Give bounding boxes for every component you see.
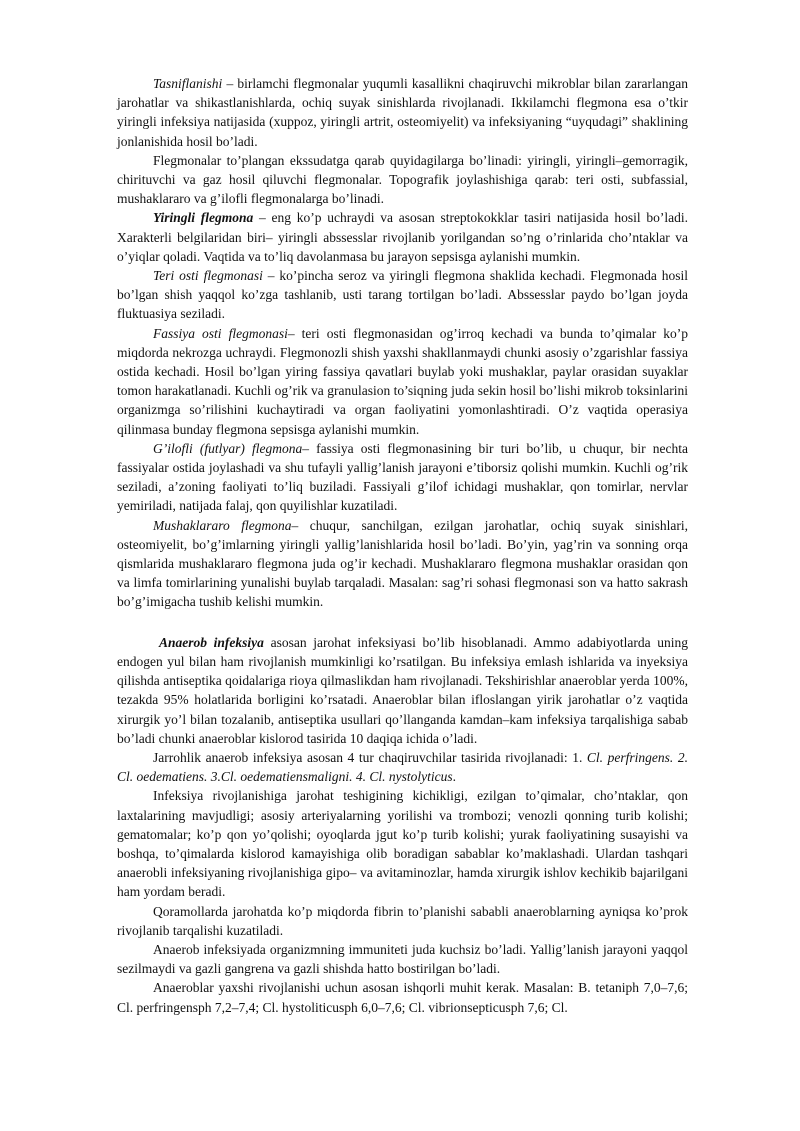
term-tasniflanishi: Tasniflanishi — [153, 76, 223, 91]
paragraph-purulent-phlegmon — [117, 208, 688, 266]
paragraph-risk-factors — [117, 786, 688, 901]
term-gilofli-flegmona: G’ilofli (futlyar) flegmona — [153, 440, 303, 456]
term-anaerob-infeksiya: Anaerob infeksiya — [159, 634, 264, 650]
paragraph-text: Anaerob infeksiyada organizmning immuniteti juda kuchsiz bo’ladi. Yallig’lanish jarayoni yaqqol sezilmaydi va gazli gangrena va gazli shishda hatto bostirilgan bo’ladi. — [117, 941, 688, 977]
paragraph-classification — [117, 74, 688, 151]
paragraph-text: – fassiya osti flegmonasining bir turi bo’lib, u chuqur, bir nechta fassiyalar ostida joylashadi va shu tufayli yallig’lanish jarayoni e’tiborsiz qolishi mumkin. Kuchli og’rik seziladi, a’zoning faoliyati to’liq buziladi. Fassiyali g’ilof ichidagi mushaklar, qon tomirlar, nervlar yemiriladi, natijada falaj, qon quyilishlar kuzatiladi. — [117, 440, 689, 514]
paragraph-intermuscular-phlegmon — [117, 516, 688, 612]
paragraph-text: Anaeroblar yaxshi rivojlanishi uchun asosan ishqorli muhit kerak. Masalan: B. tetaniph 7,0–7,6; Cl. perfringensph 7,2–7,4; Cl. hystoliticusph 6,0–7,6; Cl. vibrionsepticusph 7,6; Cl. — [117, 980, 688, 1015]
paragraph-alkaline-medium — [117, 978, 688, 1016]
term-fassiya-osti-flegmonasi: Fassiya osti flegmonasi — [153, 325, 288, 341]
paragraph-immunity — [117, 940, 688, 978]
section-gap — [117, 612, 688, 633]
paragraph-text: Jarrohlik anaerob infeksiya asosan 4 tur chaqiruvchilar tasirida rivojlanadi: 1. — [153, 749, 587, 765]
species-list: Cl. perfringens. 2. Cl. oedematiens. 3.Cl. oedematiensmaligni. 4. Cl. nystolyticus — [117, 749, 688, 785]
paragraph-exudate-types — [117, 151, 688, 209]
paragraph-anaerobic-infection — [117, 633, 688, 748]
paragraph-text: – birlamchi flegmonalar yuqumli kasallikni chaqiruvchi mikroblar bilan zararlangan jarohatlar va shikastlanishlarda, ochiq suyak sinishlarda rivojlanadi. Ikkilamchi flegmona esa o’tkir yiringli infeksiya natijasida (xuppoz, yiringli artrit, osteomiyelit) va infeksiyaning “uyqudagi” shaklining jonlanishida hosil bo’ladi. — [117, 76, 688, 149]
paragraph-text: – chuqur, sanchilgan, ezilgan jarohatlar, ochiq suyak sinishlari, osteomiyelit, bo’g’imlarning yiringli yallig’lanishlarida hosil bo’ladi. Bo’yin, yag’rin va sonning orqa qismlarida mushaklararo flegmona juda og’ir kechadi. Mushaklararo flegmona mushaklar orasidan qon va limfa tomirlarining yunalishi buylab tarqaladi. Masalan: sag’ri sohasi flegmonasi son va hatto sakrash bo’g’imigacha tushib kelishi mumkin. — [117, 517, 688, 610]
paragraph-text: Flegmonalar to’plangan ekssudatga qarab quyidagilarga bo’linadi: yiringli, yiringli–gemorragik, chirituvchi va gaz hosil qiluvchi flegmonalar. Topografik joylashishiga qarab: teri osti, subfassial, mushaklararo va g’ilofli flegmonalarga bo’linadi. — [117, 152, 688, 207]
paragraph-subcutaneous-phlegmon — [117, 266, 688, 324]
paragraph-end: . — [452, 769, 456, 785]
term-yiringli-flegmona: Yiringli flegmona — [153, 210, 254, 226]
paragraph-pathogens — [117, 748, 688, 786]
term-mushaklararo-flegmona: Mushaklararo flegmona — [153, 517, 292, 533]
paragraph-text: – teri osti flegmonasidan og’irroq kechadi va bunda to’qimalar ko’p miqdorda nekrozga uchraydi. Flegmonozli shish yaxshi shakllanmaydi chunki asosiy o’zgarishlar fassiya ostida kechadi. Hosil bo’lgan yiring fassiya qavatlari buylab yoki mushaklar, paylar orasidan suyaklar tomon harakatlanadi. Kuchli og’rik va granulasion to’siqning juda sekin hosil bo’lishi mikrob toksinlarini organizmga so’rilishini kuchaytiradi va organ faoliyatini yomonlashtiradi. O’z vaqtida operasiya qilinmasa bunday flegmona sepsisga aylanishi mumkin. — [117, 325, 688, 437]
paragraph-sheath-phlegmon — [117, 439, 688, 516]
paragraph-text: Infeksiya rivojlanishiga jarohat teshigining kichikligi, ezilgan to’qimalar, cho’ntaklar, qon laxtalarining mavjudligi; asosiy arteriyalarning yorilishi va trombozi; venozli qonning turib kolishi; gematomalar; ko’p qon yo’qolishi; oyoqlarda jgut ko’p turib kolishi; yurak faoliyatining susayishi va boshqa, to’qimalarda kislorod kamayishiga olib boradigan sabablar ko’maklashadi. Ulardan tashqari anaerobli infeksiyaning rivojlanishiga gipo– va avitaminozlar, hamda xirurgik ishlov kechikib bajarilgani ham yordam beradi. — [117, 788, 688, 900]
paragraph-subfascial-phlegmon — [117, 324, 688, 439]
term-teri-osti-flegmonasi: Teri osti flegmonasi — [153, 268, 263, 284]
paragraph-cattle — [117, 902, 688, 940]
document-page — [117, 74, 688, 1017]
paragraph-text: – ko’pincha seroz va yiringli flegmona shaklida kechadi. Flegmonada hosil bo’lgan shish yaqqol ko’zga tashlanib, usti tarang tortilgan bo’ladi. Abssesslar paydo bo’lgan joyda fluktuasiya seziladi. — [117, 268, 688, 322]
paragraph-text: Qoramollarda jarohatda ko’p miqdorda fibrin to’planishi sababli anaeroblarning ayniqsa ko’prok rivojlanib tarqalishi kuzatiladi. — [117, 903, 688, 938]
paragraph-text: asosan jarohat infeksiyasi bo’lib hisoblanadi. Ammo adabiyotlarda uning endogen yul bilan ham rivojlanish mumkinligi ko’rsatilgan. Bu infeksiya emlash ishlarida va inyeksiya qilishda antiseptika qoidalariga rioya qilmaslikdan ham rivojlanadi. Tekshirishlar anaeroblar yerda 100%, tezakda 95% holatlarida borligini ko’rsatadi. Anaeroblar bilan ifloslangan yirik jarohatlar o’z vaqtida xirurgik yo’l bilan tozalanib, antiseptika usullari qo’llanganda kamdan–kam infeksiya tarqalishiga sabab bo’ladi chunki anaeroblar kislorod tasirida 10 daqiqa ichida o’ladi. — [117, 634, 688, 746]
paragraph-text: – eng ko’p uchraydi va asosan streptokokklar tasiri natijasida hosil bo’ladi. Xarakterli belgilaridan biri– yiringli abssesslar rivojlanib yorilgandan so’ng o’rinlarida cho’ntaklar va o’yiqlar qoladi. Vaqtida va to’liq davolanmasa bu jarayon sepsisga aylanishi mumkin. — [117, 210, 688, 264]
